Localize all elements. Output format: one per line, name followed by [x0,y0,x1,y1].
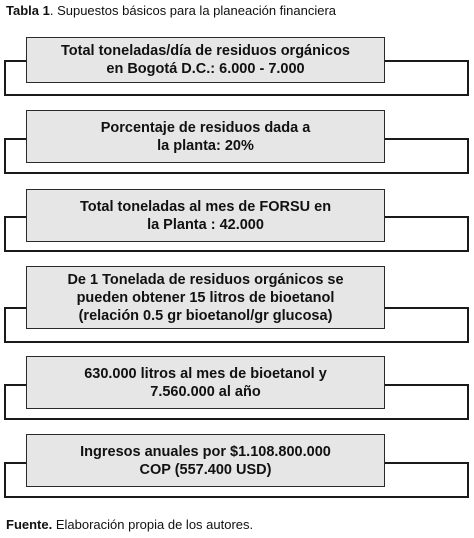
step-text-1: Total toneladas/día de residuos orgánicos en Bogotá D.C.: 6.000 - 7.000 [61,43,350,77]
step-box-1 [26,37,385,83]
step-text-6: Ingresos anuales por $1.108.800.000 COP (557.400 USD) [80,443,331,478]
step-box-6 [26,434,385,487]
step-box-4 [26,266,385,329]
step-text-4: De 1 Tonelada de residuos orgánicos se pueden obtener 15 litros de bioetanol (relación 0.5 gr bioetanol/gr glucosa) [67,271,344,324]
source-label: Fuente. [6,517,53,532]
table-caption [6,3,336,19]
step-text-5: 630.000 litros al mes de bioetanol y 7.560.000 al año [84,365,327,400]
step-text-3: Total toneladas al mes de FORSU en la Planta : 42.000 [79,198,332,233]
step-box-2 [26,110,385,163]
source-note [6,517,253,533]
step-text-2: Porcentaje de residuos dada a la planta: 20% [100,119,311,154]
caption-label: Tabla 1 [6,3,50,18]
source-text: Elaboración propia de los autores. [52,517,254,532]
step-box-5 [26,356,385,409]
caption-text: . Supuestos básicos para la planeación financiera [49,3,337,18]
step-box-3 [26,189,385,242]
